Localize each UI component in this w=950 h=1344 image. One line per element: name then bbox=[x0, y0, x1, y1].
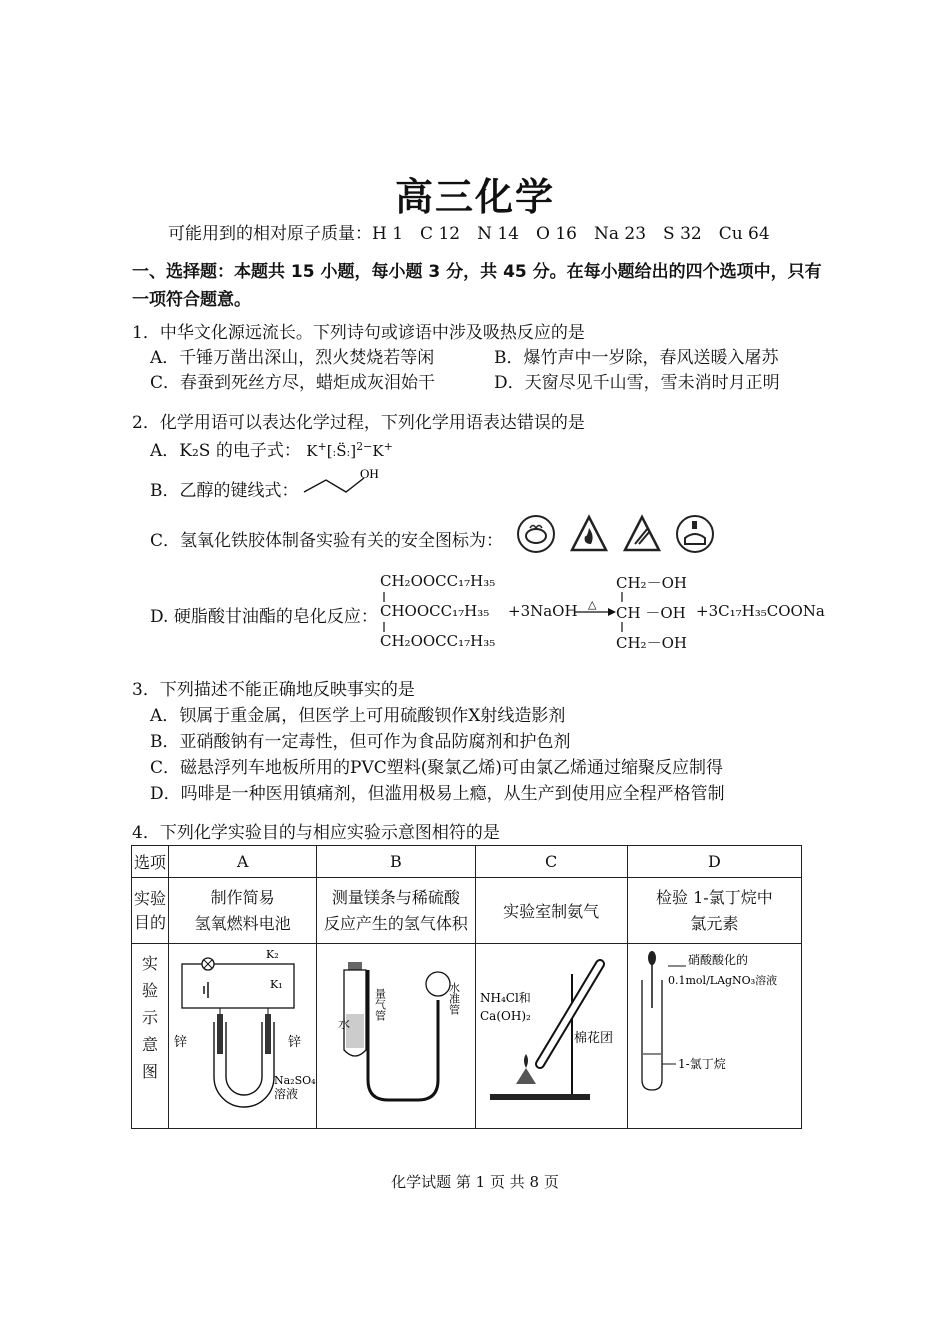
product-soap: +3C₁₇H₃₅COONa bbox=[696, 602, 825, 620]
q2-stem: 2．化学用语可以表达化学过程，下列化学用语表达错误的是 bbox=[132, 413, 585, 433]
diagram-d bbox=[627, 944, 801, 1129]
q1-option-b: B．爆竹声中一岁除，春风送暖入屠苏 bbox=[494, 348, 779, 368]
solution-label-2: 溶液 bbox=[273, 1087, 298, 1101]
page-title: 高三化学 bbox=[394, 175, 555, 219]
cotton-label: 棉花团 bbox=[574, 1031, 614, 1046]
safety-icons bbox=[508, 514, 715, 554]
reactant-line-3: CH₂OOCC₁₇H₃₅ bbox=[380, 632, 496, 650]
gas-volume-diagram bbox=[318, 944, 474, 1124]
reagent-label-line2: 0.1mol/LAgNO₃溶液 bbox=[668, 974, 778, 987]
water-label: 水 bbox=[337, 1017, 350, 1031]
purpose-d: 检验 1-氯丁烷中 氯元素 bbox=[627, 878, 801, 944]
switch-k1-label: K₁ bbox=[269, 978, 283, 991]
q1-option-c: C．春蚕到死丝方尽，蜡炬成灰泪始干 bbox=[150, 373, 436, 393]
q3-stem: 3．下列描述不能正确地反映事实的是 bbox=[132, 680, 415, 700]
q1-option-a: A．千锤万凿出深山，烈火焚烧若等闲 bbox=[150, 348, 435, 368]
q3-option-c: C．磁悬浮列车地板所用的PVC塑料(聚氯乙烯)可由氯乙烯通过缩聚反应制得 bbox=[150, 758, 723, 778]
purpose-b: 测量镁条与稀硫酸 反应产生的氢气体积 bbox=[317, 878, 475, 944]
section-heading: 一、选择题：本题共 15 小题，每小题 3 分，共 45 分。在每小题给出的四个选项中，只有一项符合题意。 bbox=[132, 262, 822, 310]
reagent-naoh: +3NaOH bbox=[508, 602, 578, 620]
q4-stem: 4．下列化学实验目的与相应实验示意图相符的是 bbox=[132, 823, 500, 843]
k2s-electron-formula: K+[:S̈:]$^{2-}$K+ bbox=[306, 440, 393, 460]
switch-k2-label: K₂ bbox=[265, 948, 279, 961]
q3-option-a: A．钡属于重金属，但医学上可用硫酸钡作X射线造影剂 bbox=[150, 706, 566, 726]
wash-hands-icon bbox=[675, 514, 715, 554]
q1-stem: 1．中华文化源远流长。下列诗句或谚语中涉及吸热反应的是 bbox=[132, 323, 585, 343]
q2-option-c-label: C．氢氧化铁胶体制备实验有关的安全图标为： bbox=[150, 531, 504, 551]
ethanol-skeletal-formula bbox=[300, 466, 390, 496]
diagram-c bbox=[475, 944, 627, 1129]
solution-label-1: Na₂SO₄ bbox=[273, 1074, 316, 1087]
page-footer: 化学试题 第 1 页 共 8 页 bbox=[391, 1173, 559, 1191]
reactant-line-1: CH₂OOCC₁₇H₃₅ bbox=[380, 572, 496, 590]
chlorobutane-label: 1-氯丁烷 bbox=[678, 1057, 727, 1071]
product-line-1: CH₂－OH bbox=[616, 574, 687, 592]
fuel-cell-diagram bbox=[170, 944, 316, 1124]
q2-option-d-label: D. 硬脂酸甘油酯的皂化反应： bbox=[150, 607, 378, 627]
header-option: 选项 bbox=[132, 846, 169, 878]
reactant-line-2: CHOOCC₁₇H₃₅ bbox=[380, 602, 490, 620]
product-line-3: CH₂－OH bbox=[616, 634, 687, 652]
q2-option-b-label: B．乙醇的键线式： bbox=[150, 481, 299, 501]
header-purpose: 实验 目的 bbox=[132, 878, 169, 944]
purpose-a: 制作简易 氢氧燃料电池 bbox=[169, 878, 317, 944]
reagent-label-2: Ca(OH)₂ bbox=[480, 1009, 531, 1023]
reaction-arrow bbox=[572, 596, 618, 620]
col-b: B bbox=[317, 846, 475, 878]
glassware-warning-icon bbox=[622, 514, 662, 554]
reactant-bond-lines bbox=[380, 590, 390, 640]
level-tube-label: 水准管 bbox=[447, 982, 461, 1015]
left-electrode-label: 锌 bbox=[173, 1035, 187, 1050]
q2-option-a-label: A．K₂S 的电子式： bbox=[150, 441, 301, 461]
col-c: C bbox=[475, 846, 627, 878]
col-a: A bbox=[169, 846, 317, 878]
hot-surface-icon bbox=[516, 514, 556, 554]
fire-warning-icon bbox=[569, 514, 609, 554]
col-d: D bbox=[627, 846, 801, 878]
q1-option-d: D．天窗尽见千山雪，雪未消时月正明 bbox=[494, 373, 780, 393]
q4-table bbox=[131, 845, 802, 1129]
svg-text:△: △ bbox=[588, 598, 597, 611]
atomic-masses: 可能用到的相对原子质量：H 1 C 12 N 14 O 16 Na 23 S 32 Cu 64 bbox=[168, 224, 770, 244]
q3-option-b: B．亚硝酸钠有一定毒性，但可作为食品防腐剂和护色剂 bbox=[150, 732, 571, 752]
oh-label: OH bbox=[360, 466, 379, 481]
purpose-c: 实验室制氨气 bbox=[475, 878, 627, 944]
reagent-label-line1: 硝酸酸化的 bbox=[688, 953, 749, 967]
gas-tube-label: 量气管 bbox=[373, 988, 387, 1021]
ammonia-prep-diagram bbox=[476, 944, 626, 1124]
right-electrode-label: 锌 bbox=[287, 1035, 301, 1050]
q3-option-d: D．吗啡是一种医用镇痛剂，但滥用极易上瘾，从生产到使用应全程严格管制 bbox=[150, 784, 725, 804]
diagram-b bbox=[317, 944, 475, 1129]
header-diagram: 实验示意图 bbox=[132, 944, 169, 1129]
reagent-label-1: NH₄Cl和 bbox=[480, 991, 531, 1005]
product-line-2: CH －OH bbox=[616, 604, 686, 622]
chlorine-test-diagram bbox=[628, 944, 800, 1124]
q2-option-a bbox=[150, 436, 393, 461]
diagram-a bbox=[169, 944, 317, 1129]
product-bond-lines bbox=[618, 590, 628, 640]
